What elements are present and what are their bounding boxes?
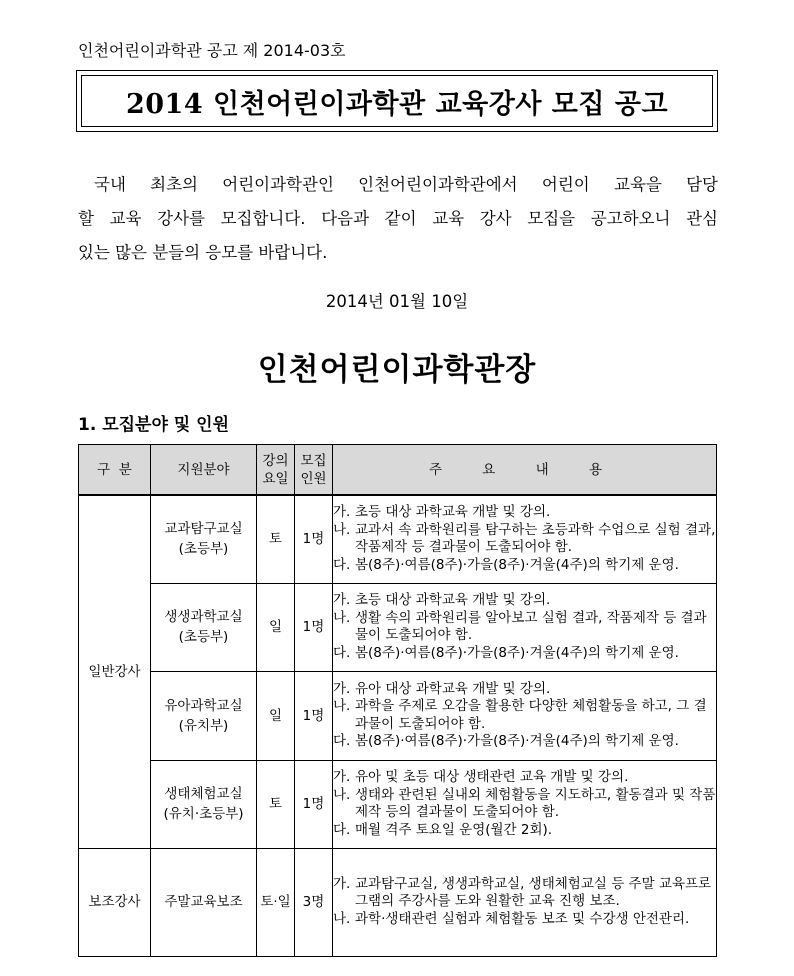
day-cell: 토 (257, 760, 295, 848)
category-cell: 보조강사 (79, 848, 151, 956)
intro-line-3: 있는 많은 분들의 응모를 바랍니다. (78, 243, 328, 262)
content-cell (333, 671, 717, 760)
content-item (333, 787, 716, 822)
count-cell: 3명 (295, 848, 333, 956)
content-item (333, 592, 716, 610)
field-cell (151, 760, 257, 848)
item-text: 생활 속의 과학원리를 알아보고 실험 결과, 작품제작 등 결과물이 도출되어야 함. (355, 609, 707, 643)
field-target: (유치·초등부) (163, 806, 244, 822)
item-marker: 가. (333, 769, 351, 785)
content-item (333, 769, 716, 787)
table-header-row (79, 445, 717, 496)
intro-line-1: 국내 최초의 어린이과학관인 인천어린이과학관에서 어린이 교육을 담당 (94, 175, 718, 194)
count-cell: 1명 (295, 495, 333, 583)
content-cell (333, 848, 717, 956)
header-day-line1: 강의 (262, 452, 289, 469)
header-content: 주 요 내 용 (333, 445, 717, 496)
item-text: 유아 및 초등 대상 생태관련 교육 개발 및 강의. (355, 769, 629, 785)
count-cell: 1명 (295, 760, 333, 848)
item-text: 봄(8주)·여름(8주)·가을(8주)·겨울(4주)의 학기제 운영. (355, 556, 679, 573)
content-item (333, 504, 716, 522)
item-marker: 다. (333, 644, 351, 661)
table-row (79, 583, 717, 671)
item-text: 유아 대상 과학교육 개발 및 강의. (355, 680, 551, 697)
content-item (333, 610, 716, 645)
table-row (79, 671, 717, 760)
field-cell (151, 495, 257, 583)
item-marker: 가. (333, 680, 351, 697)
count-cell: 1명 (295, 583, 333, 671)
item-text: 매월 격주 토요일 운영(월간 2회). (355, 821, 553, 838)
table-row (79, 760, 717, 848)
table-row (79, 848, 717, 956)
header-count (295, 445, 333, 496)
day-cell: 일 (257, 671, 295, 760)
item-marker: 나. (333, 910, 351, 927)
item-marker: 다. (333, 733, 351, 749)
header-category: 구 분 (79, 445, 151, 496)
item-marker: 가. (333, 875, 351, 892)
title-box (76, 70, 718, 132)
item-text: 초등 대상 과학교육 개발 및 강의. (355, 504, 551, 521)
section-heading-1: 1. 모집분야 및 인원 (78, 415, 229, 435)
item-text: 봄(8주)·여름(8주)·가을(8주)·겨울(4주)의 학기제 운영. (355, 644, 679, 661)
field-target: (초등부) (178, 629, 229, 645)
issuer-name: 인천어린이과학관장 (257, 352, 537, 388)
field-name: 유아과학교실 (164, 697, 243, 714)
day-cell: 토·일 (257, 848, 295, 956)
item-text: 교과탐구교실, 생생과학교실, 생태체험교실 등 주말 교육프로그램의 주강사를 도와 원활한 교육 진행 보조. (355, 875, 712, 910)
item-marker: 다. (333, 821, 351, 838)
header-field: 지원분야 (151, 445, 257, 496)
item-marker: 나. (333, 786, 351, 803)
item-marker: 나. (333, 609, 351, 626)
table-row (79, 495, 717, 583)
category-cell: 일반강사 (79, 495, 151, 848)
item-text: 과학을 주제로 오감을 활용한 다양한 체험활동을 하고, 그 결과물이 도출되어야 함. (355, 698, 707, 732)
count-cell: 1명 (295, 671, 333, 760)
intro-line-2: 할 교육 강사를 모집합니다. 다음과 같이 교육 강사 모집을 공고하오니 관심 (78, 209, 718, 228)
day-cell: 토 (257, 495, 295, 583)
content-item (333, 698, 716, 733)
item-text: 생태와 관련된 실내외 체험활동을 지도하고, 활동결과 및 작품제작 등의 결과물이 도출되어야 함. (355, 786, 716, 820)
content-item (333, 876, 716, 911)
field-target: (초등부) (178, 541, 229, 558)
content-item (333, 681, 716, 699)
header-day-line2: 요일 (262, 470, 289, 487)
header-count-line2: 인원 (300, 470, 327, 487)
item-marker: 나. (333, 521, 351, 538)
day-cell: 일 (257, 583, 295, 671)
content-item (333, 822, 716, 840)
document-title: 2014 인천어린이과학관 교육강사 모집 공고 (81, 75, 713, 127)
item-marker: 가. (333, 504, 351, 521)
notice-date: 2014년 01월 10일 (325, 292, 469, 311)
content-cell (333, 760, 717, 848)
field-name: 생태체험교실 (164, 786, 243, 802)
content-cell (333, 495, 717, 583)
content-item (333, 557, 716, 575)
header-day (257, 445, 295, 496)
item-text: 봄(8주)·여름(8주)·가을(8주)·겨울(4주)의 학기제 운영. (355, 733, 679, 749)
field-target: (유치부) (178, 717, 229, 734)
item-marker: 가. (333, 592, 351, 608)
field-cell (151, 848, 257, 956)
field-name: 교과탐구교실 (164, 521, 243, 538)
field-name: 주말교육보조 (164, 894, 243, 910)
item-marker: 나. (333, 698, 351, 714)
item-text: 교과서 속 과학원리를 탐구하는 초등과학 수업으로 실험 결과, 작품제작 등 결과물이 도출되어야 함. (355, 521, 716, 556)
item-text: 초등 대상 과학교육 개발 및 강의. (355, 592, 551, 608)
notice-number: 인천어린이과학관 공고 제 2014-03호 (78, 41, 346, 60)
recruitment-table (78, 444, 717, 957)
field-cell (151, 583, 257, 671)
item-marker: 다. (333, 556, 351, 573)
item-text: 과학·생태관련 실험과 체험활동 보조 및 수강생 안전관리. (355, 910, 690, 927)
content-item (333, 645, 716, 663)
content-item (333, 911, 716, 929)
field-name: 생생과학교실 (164, 609, 243, 625)
content-cell (333, 583, 717, 671)
header-count-line1: 모집 (300, 452, 327, 469)
field-cell (151, 671, 257, 760)
content-item (333, 733, 716, 751)
intro-paragraph (78, 168, 718, 270)
content-item (333, 522, 716, 557)
